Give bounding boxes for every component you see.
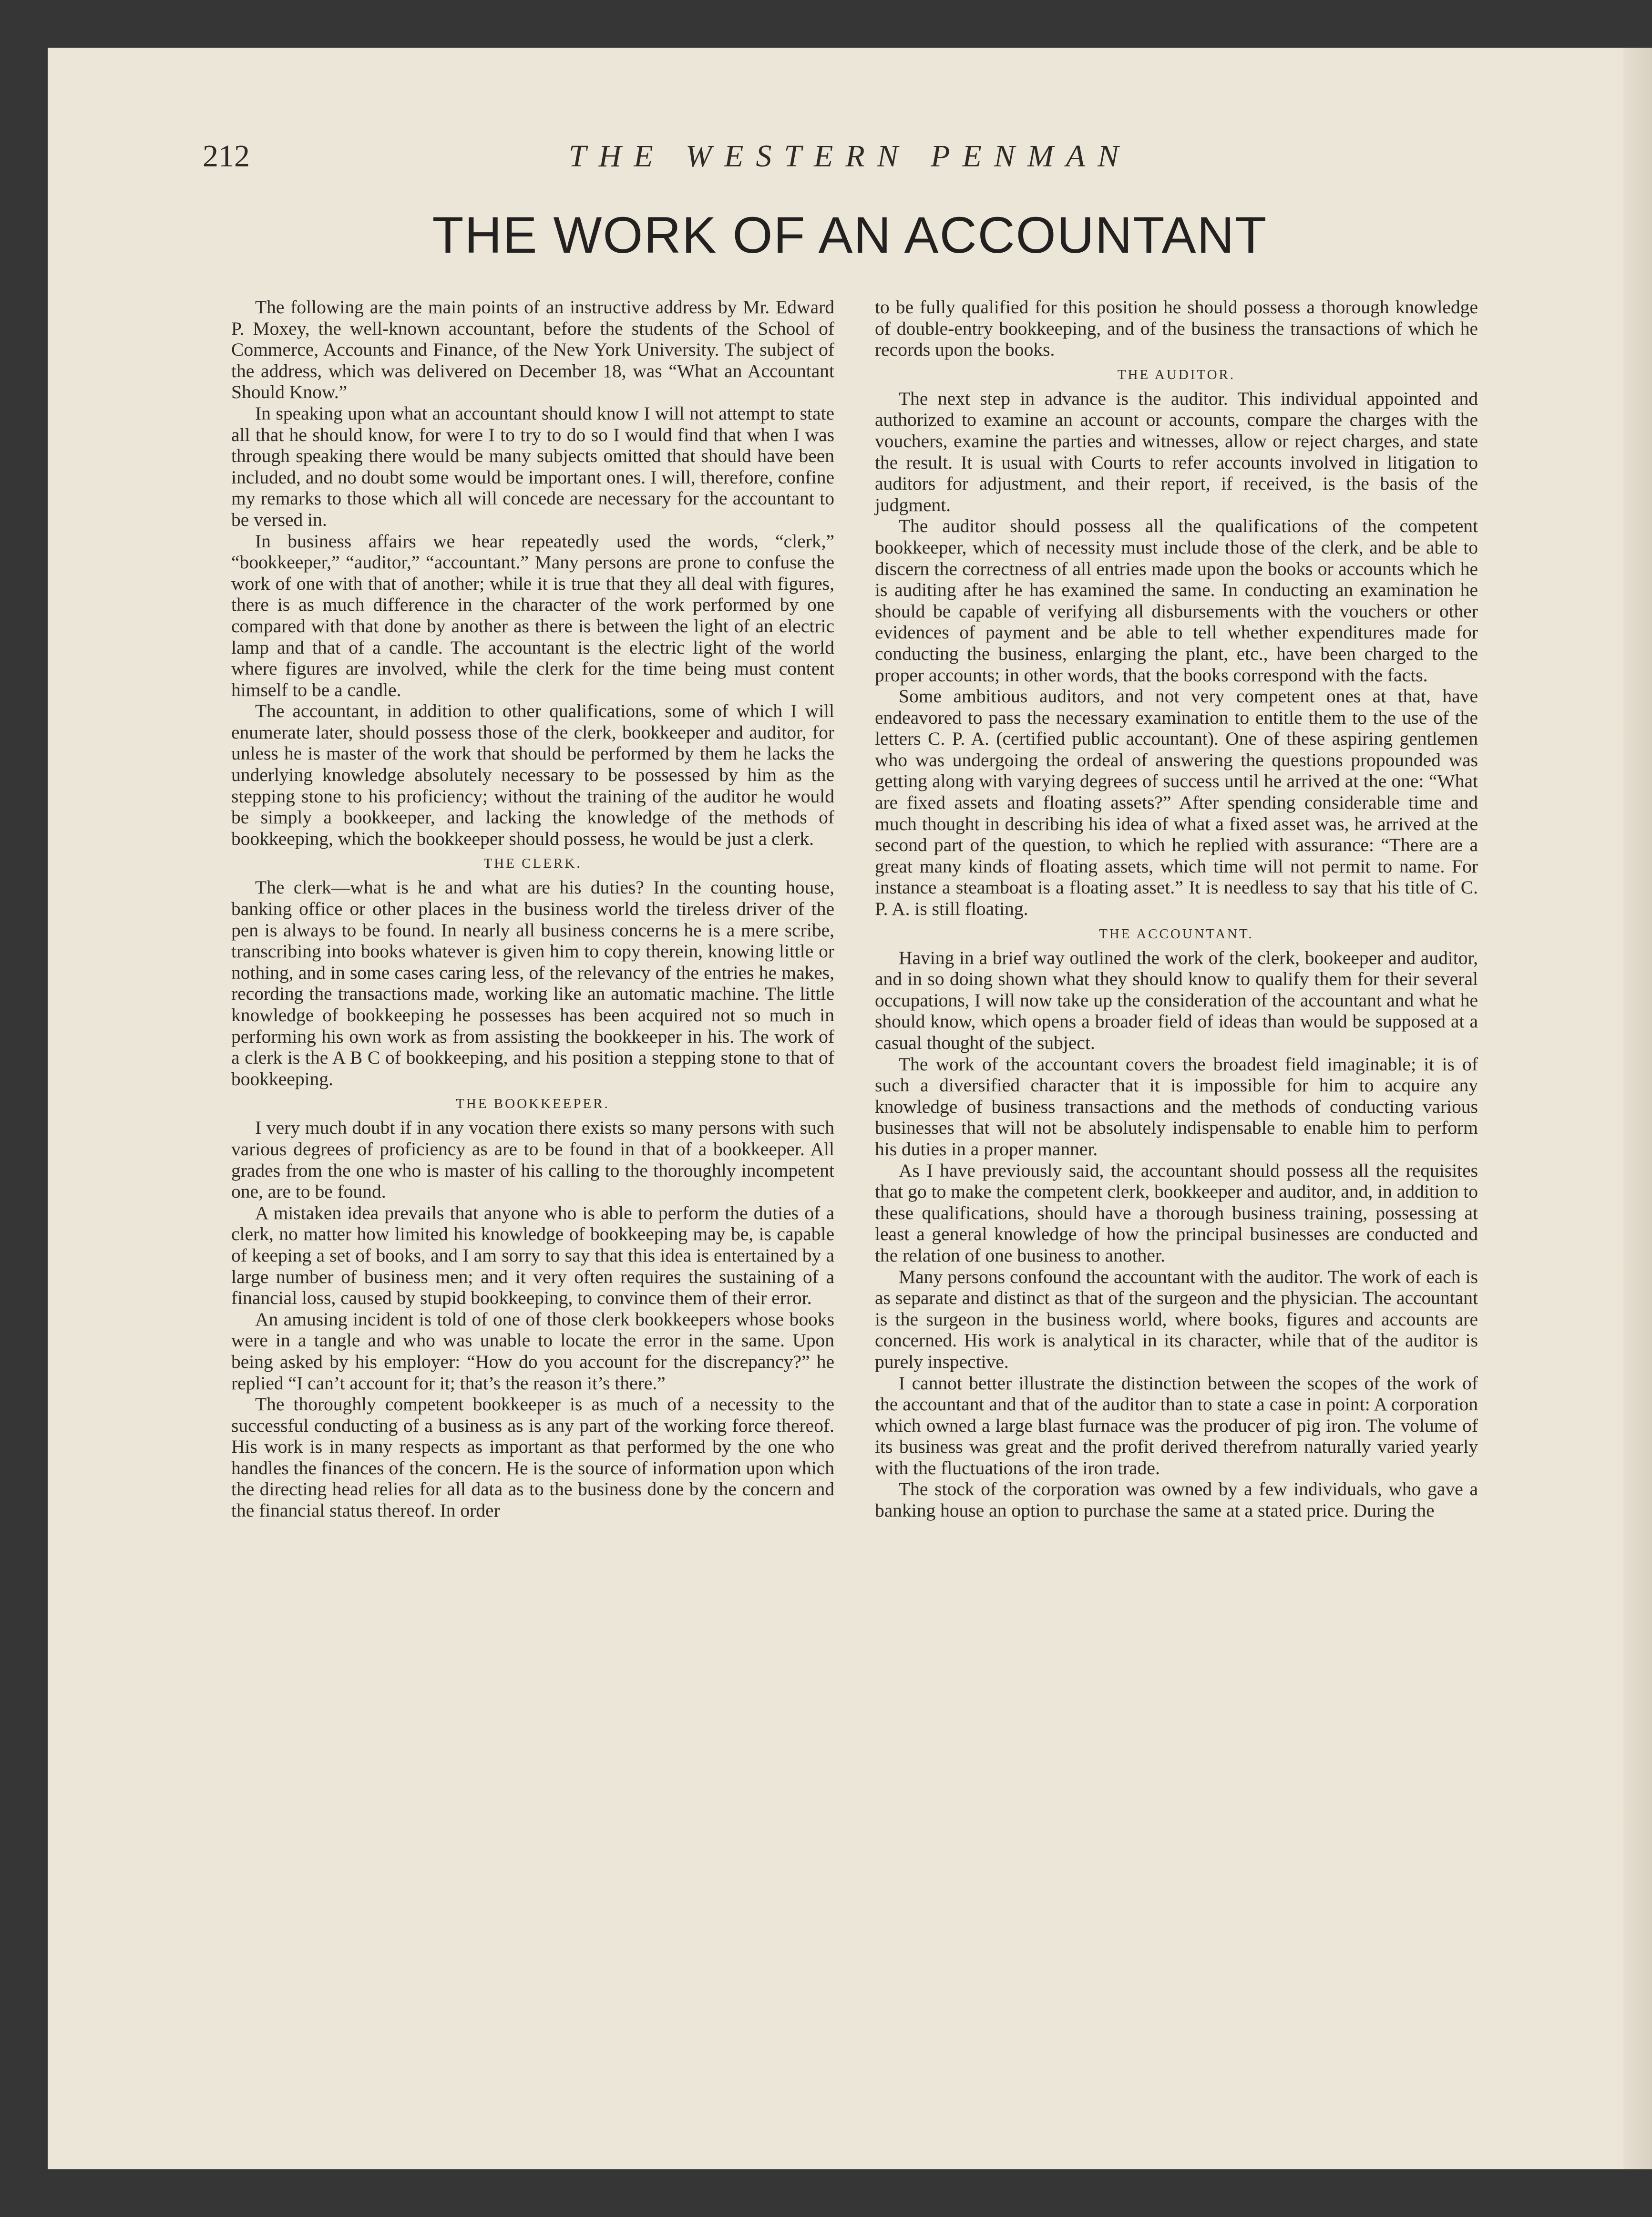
paragraph: Many persons confound the accountant with the auditor. The work of each is as separate and distinct as that of the surgeon and the physician. The accountant is the surgeon in the business world, where books, figures and accounts are concerned. His work is analytical in its character, while that of the auditor is purely inspective. xyxy=(875,1266,1478,1372)
paragraph: The thoroughly competent bookkeeper is as much of a necessity to the successful conducting of a business as is any part of the working force thereof. His work is in many respects as important as that performed by the one who handles the finances of the concern. He is the source of information upon which the directing head relies for all data as to the business done by the concern and the financial status thereof. In order xyxy=(231,1394,834,1521)
paragraph: A mistaken idea prevails that anyone who is able to perform the duties of a clerk, no matter how limited his knowledge of bookkeeping may be, is capable of keeping a set of books, and I am sorry to say that this idea is entertained by a large number of business men; and it very often requires the sustaining of a financial loss, caused by stupid bookkeeping, to convince them of their error. xyxy=(231,1202,834,1309)
paragraph: In speaking upon what an accountant should know I will not attempt to state all that he should know, for were I to try to do so I would find that when I was through speaking there would be many subjects omitted that should have been included, and no doubt some would be important ones. I will, therefore, confine my remarks to those which all will concede are necessary for the accountant to be versed in. xyxy=(231,402,834,530)
paragraph: Some ambitious auditors, and not very competent ones at that, have endeavored to pass the necessary examination to entitle them to the use of the letters C. P. A. (certified public accountant). One of these aspiring gentlemen who was undergoing the ordeal of answering the questions propounded was getting along with varying degrees of success until he arrived at the one: “What are fixed assets and floating assets?” After spending considerable time and much thought in describing his idea of what a fixed asset was, he arrived at the second part of the question, to which he replied with assurance: “There are a great many kinds of floating assets, which time will not permit to name. For instance a steamboat is a floating asset.” It is needless to say that his title of C. P. A. is still floating. xyxy=(875,686,1478,920)
paragraph: The work of the accountant covers the broadest field imaginable; it is of such a diversified character that it is impossible for him to acquire any knowledge of business transactions and the methods of conducting various businesses that will not be absolutely indispensable to enable him to perform his duties in a proper manner. xyxy=(875,1053,1478,1160)
paragraph: As I have previously said, the accountant should possess all the requisites that go to make the competent clerk, bookkeeper and auditor, and, in addition to these qualifications, should have a thorough business training, possessing at least a general knowledge of how the principal businesses are conducted and the relation of one business to another. xyxy=(875,1160,1478,1266)
paragraph: The next step in advance is the auditor. This individual appointed and authorized to examine an account or accounts, compare the charges with the vouchers, examine the parties and witnesses, allow or reject charges, and state the result. It is usual with Courts to refer accounts involved in litigation to auditors for adjustment, and their report, if received, is the basis of the judgment. xyxy=(875,388,1478,515)
paragraph: I very much doubt if in any vocation there exists so many persons with such various degrees of proficiency as are to be found in that of a bookkeeper. All grades from the one who is master of his calling to the thoroughly incompetent one, are to be found. xyxy=(231,1117,834,1202)
section-heading: THE CLERK. xyxy=(483,856,582,872)
paragraph: An amusing incident is told of one of those clerk bookkeepers whose books were in a tangle and who was unable to locate the error in the same. Upon being asked by his employer: “How do you account for the discrepancy?” he replied “I can’t account for it; that’s the reason it’s there.” xyxy=(231,1308,834,1394)
left-column xyxy=(231,297,834,1521)
page-number: 212 xyxy=(203,139,250,174)
paragraph: The clerk—what is he and what are his duties? In the counting house, banking office or other places in the business world the tireless driver of the pen is always to be found. In nearly all business concerns he is a mere scribe, transcribing into books whatever is given him to copy therein, knowing little or nothing, and in some cases caring less, of the relevancy of the entries he makes, recording the transactions made, working like an automatic machine. The little knowledge of bookkeeping he possesses has been acquired not so much in performing his own work as from assisting the bookkeeper in his. The work of a clerk is the A B C of bookkeeping, and his position a stepping stone to that of bookkeeping. xyxy=(231,877,834,1089)
binding-edge xyxy=(1623,48,1652,2169)
section-heading: THE BOOKKEEPER. xyxy=(456,1096,610,1112)
section-heading: THE ACCOUNTANT. xyxy=(1099,926,1254,942)
paragraph: The accountant, in addition to other qualifications, some of which I will enumerate later, should possess those of the clerk, bookkeeper and auditor, for unless he is master of the work that should be performed by them he lacks the underlying knowledge absolutely necessary to be possessed by him as the stepping stone to his proficiency; without the training of the auditor he would be simply a bookkeeper, and lacking the knowledge of the methods of bookkeeping, which the bookkeeper should possess, he would be just a clerk. xyxy=(231,700,834,849)
paragraph: The stock of the corporation was owned by a few individuals, who gave a banking house an option to purchase the same at a stated price. During the xyxy=(875,1478,1478,1521)
paragraph: In business affairs we hear repeatedly used the words, “clerk,” “bookkeeper,” “auditor,” “accountant.” Many persons are prone to confuse the work of one with that of another; while it is true that they all deal with figures, there is as much difference in the character of the work performed by one compared with that done by another as there is between the light of an electric lamp and that of a candle. The accountant is the electric light of the world where figures are involved, while the clerk for the time being must content himself to be a candle. xyxy=(231,530,834,700)
article-title: THE WORK OF AN ACCOUNTANT xyxy=(432,206,1268,264)
paragraph: The following are the main points of an instructive address by Mr. Edward P. Moxey, the well-known accountant, before the students of the School of Commerce, Accounts and Finance, of the New York University. The subject of the address, which was delivered on December 18, was “What an Accountant Should Know.” xyxy=(231,297,834,403)
page-sheet xyxy=(48,48,1652,2169)
section-heading: THE AUDITOR. xyxy=(1117,367,1236,382)
running-head xyxy=(48,138,1652,186)
paragraph: I cannot better illustrate the distinction between the scopes of the work of the accountant and that of the auditor than to state a case in point: A corporation which owned a large blast furnace was the producer of pig iron. The volume of its business was great and the profit derived therefrom naturally varied yearly with the fluctuations of the iron trade. xyxy=(875,1372,1478,1478)
right-column xyxy=(875,297,1478,1521)
journal-name: THE WESTERN PENMAN xyxy=(568,139,1131,174)
paragraph: The auditor should possess all the qualifications of the competent bookkeeper, which of necessity must include those of the clerk, and be able to discern the correctness of all entries made upon the books or accounts which he is auditing after he has examined the same. In conducting an examination he should be capable of verifying all disbursements with the vouchers or other evidences of payment and be able to tell whether expenditures made for conducting the business, enlarging the plant, etc., have been charged to the proper accounts; in other words, that the books correspond with the facts. xyxy=(875,515,1478,686)
paragraph: Having in a brief way outlined the work of the clerk, bookeeper and auditor, and in so doing shown what they should know to qualify them for their several occupations, I will now take up the consideration of the accountant and what he should know, which opens a broader field of ideas than would be supposed at a casual thought of the subject. xyxy=(875,947,1478,1053)
paragraph-continuation: to be fully qualified for this position he should possess a thorough knowledge of double-entry bookkeeping, and of the business the transactions of which he records upon the books. xyxy=(875,297,1478,360)
